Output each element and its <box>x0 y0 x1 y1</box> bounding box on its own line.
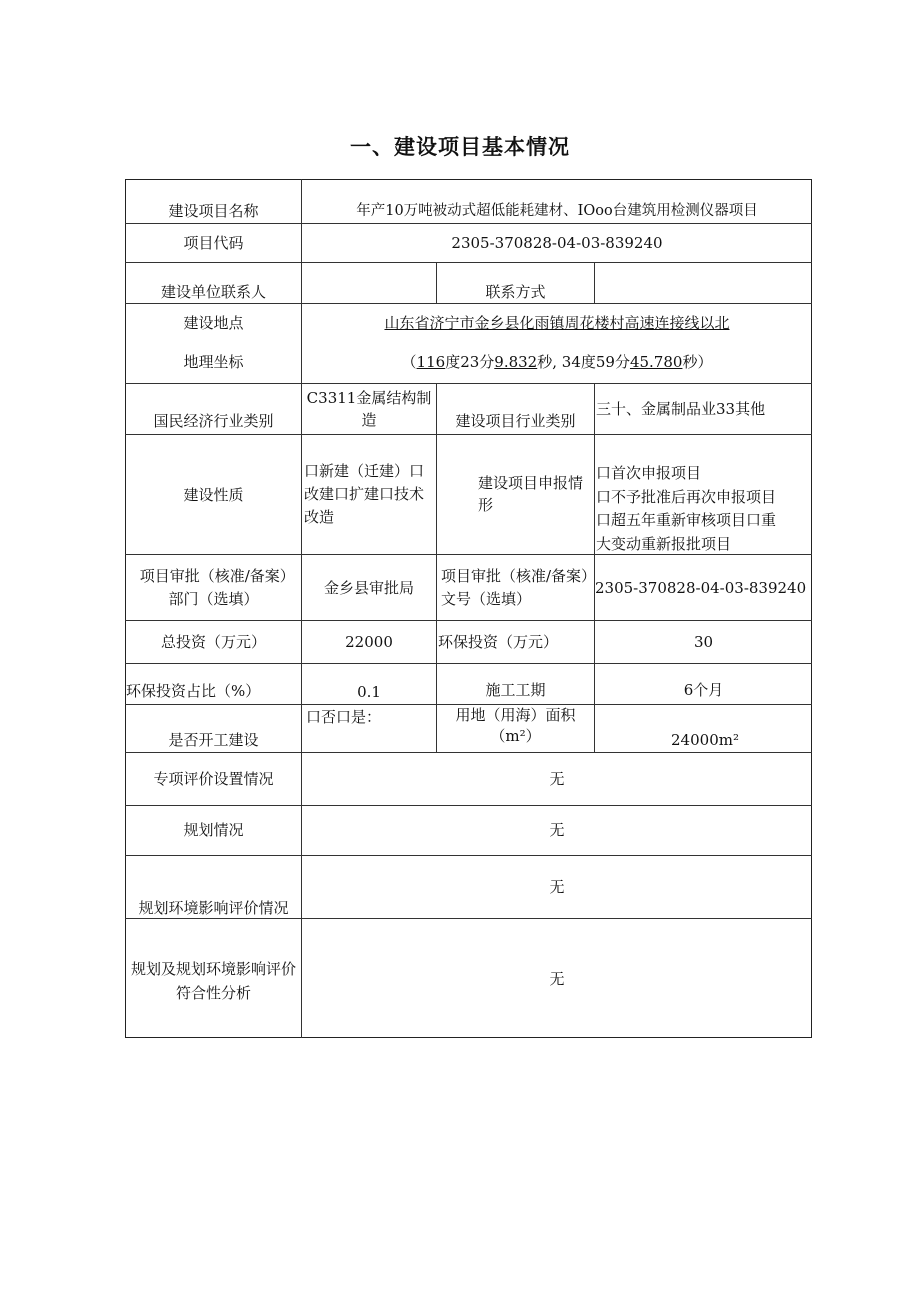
column-divider <box>301 179 302 1038</box>
project-category-value: 三十、金属制品业33其他 <box>596 400 766 418</box>
started-options: 口否口是： <box>306 708 382 726</box>
industry-class-value: C3311金属结构制造 <box>306 389 432 429</box>
special-eval-label: 专项评价设置情况 <box>153 770 274 788</box>
coordinates-value: （116度23分9.832秒, 34度59分45.780秒） <box>401 353 713 371</box>
land-area-value: 24000m² <box>671 731 739 749</box>
row-divider <box>125 752 812 753</box>
project-name-label: 建设项目名称 <box>168 202 259 220</box>
row-divider <box>125 303 812 304</box>
page-title: 一、建设项目基本情况 <box>350 135 570 159</box>
project-category-label: 建设项目行业类别 <box>455 412 576 430</box>
project-code-value: 2305-370828-04-03-839240 <box>451 234 663 252</box>
location-value: 山东省济宁市金乡县化雨镇周花楼村高速连接线以北 <box>384 314 730 332</box>
total-investment-value: 22000 <box>345 633 393 651</box>
planning-eia-label: 规划环境影响评价情况 <box>138 899 289 917</box>
coordinates-label: 地理坐标 <box>183 353 244 371</box>
row-divider <box>125 663 812 664</box>
land-area-label: 用地（用海）面积（m²） <box>455 706 576 745</box>
report-situation-options: 口首次申报项目 口不予批准后再次申报项目 口超五年重新审核项目口重 大变动重新报批项目 <box>596 464 777 553</box>
row-divider <box>125 434 812 435</box>
approval-dept-value: 金乡县审批局 <box>323 579 414 597</box>
industry-class-label: 国民经济行业类别 <box>153 412 274 430</box>
approval-doc-value: 2305-370828-04-03-839240 <box>595 579 807 597</box>
construction-period-label: 施工工期 <box>485 681 546 699</box>
longitude-degrees: 116 <box>416 353 446 371</box>
total-investment-label: 总投资（万元） <box>160 633 266 651</box>
env-investment-value: 30 <box>693 633 714 651</box>
row-divider <box>125 620 812 621</box>
approval-doc-label: 项目审批（核准/备案）文号（选填） <box>441 567 589 608</box>
latitude-seconds: 45.780 <box>629 353 683 371</box>
planning-analysis-label: 规划及规划环境影响评价符合性分析 <box>130 960 296 1002</box>
contact-method-label: 联系方式 <box>485 283 546 301</box>
construction-nature-options: 口新建（迁建）口改建口扩建口技术改造 <box>304 462 425 526</box>
contact-person-label: 建设单位联系人 <box>160 283 266 301</box>
planning-eia-value: 无 <box>549 878 565 896</box>
longitude-seconds: 9.832 <box>494 353 538 371</box>
report-situation-label: 建设项目申报情形 <box>478 474 584 514</box>
row-divider <box>125 223 812 224</box>
project-code-label: 项目代码 <box>183 234 244 252</box>
row-divider <box>125 262 812 263</box>
construction-nature-label: 建设性质 <box>183 486 244 504</box>
row-divider <box>125 855 812 856</box>
started-label: 是否开工建设 <box>168 731 259 749</box>
row-divider <box>125 383 812 384</box>
construction-period-value: 6个月 <box>683 681 724 699</box>
special-eval-value: 无 <box>549 770 565 788</box>
location-label: 建设地点 <box>183 314 244 332</box>
planning-label: 规划情况 <box>183 821 244 839</box>
project-name-value: 年产10万吨被动式超低能耗建材、IOoo台建筑用检测仪器项目 <box>356 203 758 219</box>
env-investment-label: 环保投资（万元） <box>438 633 559 651</box>
env-ratio-label: 环保投资占比（%） <box>126 682 261 700</box>
planning-analysis-value: 无 <box>549 970 565 988</box>
env-ratio-value: 0.1 <box>357 683 381 701</box>
column-divider <box>594 262 595 303</box>
planning-value: 无 <box>549 821 565 839</box>
approval-dept-label: 项目审批（核准/备案）部门（选填） <box>139 567 288 608</box>
row-divider <box>125 805 812 806</box>
